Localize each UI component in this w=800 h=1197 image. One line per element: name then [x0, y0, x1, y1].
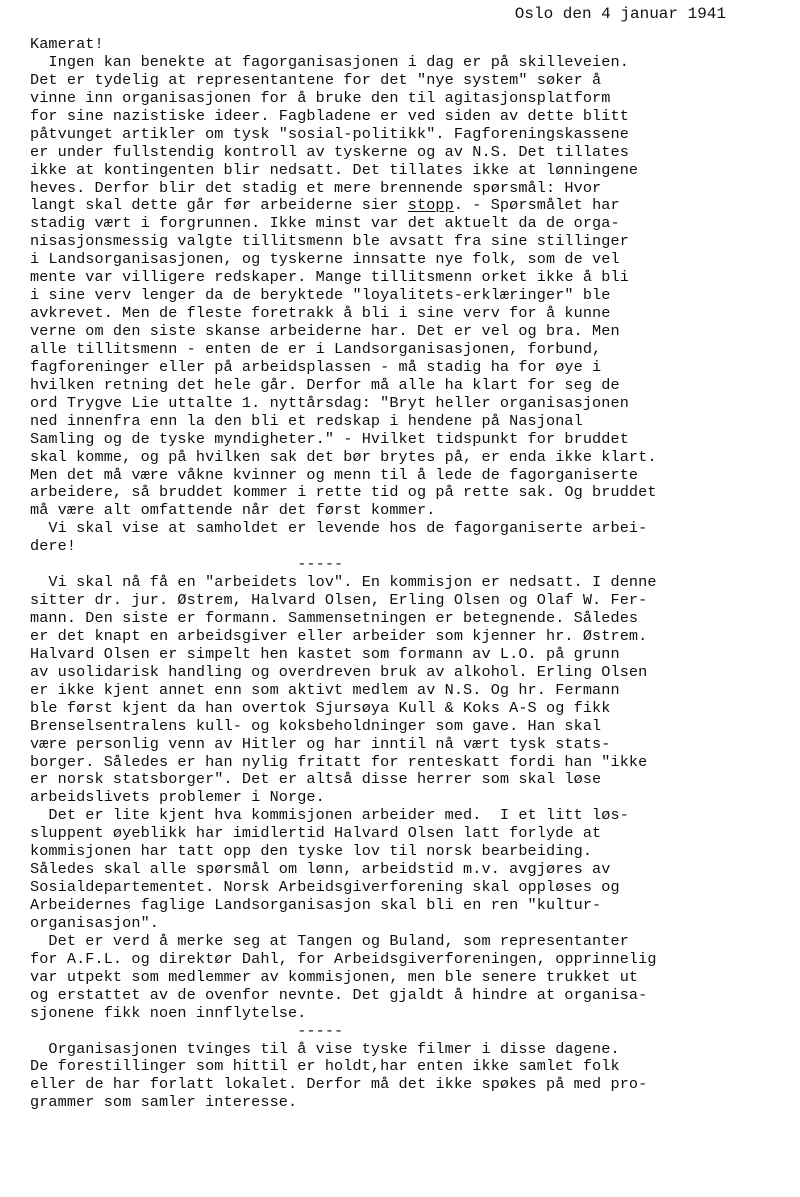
text-line: skal komme, og på hvilken sak det bør brytes på, er enda ikke klart.	[30, 447, 657, 466]
text-line: ble først kjent da han overtok Sjursøya Kull & Koks A-S og fikk	[30, 698, 611, 717]
text-line: ikke at kontingenten blir nedsatt. Det tillates ikke at lønningene	[30, 160, 639, 179]
text-line: heves. Derfor blir det stadig et mere brennende spørsmål: Hvor	[30, 178, 602, 197]
text-line: kommisjonen har tatt opp den tyske lov til norsk bearbeiding.	[30, 842, 593, 861]
section-separator: -----	[30, 555, 344, 574]
text-line: Arbeidernes faglige Landsorganisasjon skal bli en ren "kultur-	[30, 896, 602, 914]
text-line: fagforeninger eller på arbeidsplassen - må stadig ha for øye i	[30, 357, 602, 376]
text-line: Sosialdepartementet. Norsk Arbeidsgiverforening skal oppløses og	[30, 878, 620, 897]
text-line: må være alt omfattende når det først kommer.	[30, 501, 436, 520]
text-line: ned innenfra enn la den bli et redskap i hendene på Nasjonal	[30, 411, 583, 430]
text-line: påtvunget artikler om tysk "sosial-politikk". Fagforeningskassene	[30, 124, 629, 143]
text-line: arbeidslivets problemer i Norge.	[30, 788, 325, 807]
text-line: Samling og de tyske myndigheter." - Hvilket tidspunkt for bruddet	[30, 429, 629, 448]
text-line: Det er verd å merke seg at Tangen og Buland, som representanter	[30, 931, 629, 950]
text-line: i sine verv lenger da de beryktede "loyalitets-erklæringer" ble	[30, 286, 611, 305]
text-line: De forestillinger som hittil er holdt,har enten ikke samlet folk	[30, 1057, 620, 1076]
greeting: Kamerat!	[30, 35, 104, 53]
text-line: sluppent øyeblikk har imidlertid Halvard Olsen latt forlyde at	[30, 824, 602, 843]
text-line: arbeidere, så bruddet kommer i rette tid og på rette sak. Og bruddet	[30, 483, 657, 502]
text-line: mann. Den siste er formann. Sammensetningen er betegnende. Således	[30, 609, 639, 627]
text-line: og erstattet av de ovenfor nevnte. Det gjaldt å hindre at organisa-	[30, 985, 648, 1004]
text-line: for sine nazistiske ideer. Fagbladene er ved siden av dette blitt	[30, 106, 629, 125]
text-line: Det er tydelig at representantene for det "nye system" søker å	[30, 70, 602, 89]
text-line: sjonene fikk noen innflytelse.	[30, 1003, 307, 1022]
text-line: Således skal alle spørsmål om lønn, arbeidstid m.v. avgjøres av	[30, 860, 611, 879]
text-line: grammer som samler interesse.	[30, 1093, 298, 1112]
text-line: av usolidarisk handling og overdreven bruk av alkohol. Erling Olsen	[30, 662, 648, 681]
section-separator: -----	[30, 1021, 344, 1040]
text-line: er det knapt en arbeidsgiver eller arbeider som kjenner hr. Østrem.	[30, 626, 648, 645]
text-line: Ingen kan benekte at fagorganisasjonen i dag er på skilleveien.	[30, 52, 629, 71]
text-line: Vi skal nå få en "arbeidets lov". En kommisjon er nedsatt. I denne	[30, 573, 657, 592]
text-line: er norsk statsborger". Det er altså disse herrer som skal løse	[30, 770, 602, 789]
text-line: vinne inn organisasjonen for å bruke den til agitasjonsplatform	[30, 88, 611, 107]
text-line: eller de har forlatt lokalet. Derfor må det ikke spøkes på med pro-	[30, 1075, 648, 1094]
text-line: nisasjonsmessig valgte tillitsmenn ble avsatt fra sine stillinger	[30, 232, 629, 251]
text-line: langt skal dette går før arbeiderne sier stopp. - Spørsmålet har	[30, 196, 620, 215]
text-line: alle tillitsmenn - enten de er i Landsorganisasjonen, forbund,	[30, 339, 602, 358]
text-line: Vi skal vise at samholdet er levende hos de fagorganiserte arbei-	[30, 519, 648, 538]
text-line: sitter dr. jur. Østrem, Halvard Olsen, Erling Olsen og Olaf W. Fer-	[30, 591, 648, 610]
text-line: mente var villigere redskaper. Mange tillitsmenn orket ikke å bli	[30, 268, 629, 287]
text-line: borger. Således er han nylig fritatt for renteskatt fordi han "ikke	[30, 752, 648, 771]
letter-body	[30, 36, 790, 1112]
text-line: Halvard Olsen er simpelt hen kastet som formann av L.O. på grunn	[30, 644, 620, 663]
text-line: var utpekt som medlemmer av kommisjonen, men ble senere trukket ut	[30, 967, 639, 986]
text-line: er ikke kjent annet enn som aktivt medlem av N.S. Og hr. Fermann	[30, 680, 620, 699]
text-line: avkrevet. Men de fleste foretrakk å bli i sine verv for å kunne	[30, 304, 611, 323]
text-line: stadig vært i forgrunnen. Ikke minst var det aktuelt da de orga-	[30, 214, 620, 233]
text-line: hvilken retning det hele går. Derfor må alle ha klart for seg de	[30, 375, 620, 394]
text-line: ord Trygve Lie uttalte 1. nyttårsdag: "Bryt heller organisasjonen	[30, 393, 629, 412]
text-line: Organisasjonen tvinges til å vise tyske filmer i disse dagene.	[30, 1039, 620, 1058]
text-line: for A.F.L. og direktør Dahl, for Arbeidsgiverforeningen, opprinnelig	[30, 949, 657, 968]
text-line: Men det må være våkne kvinner og menn til å lede de fagorganiserte	[30, 465, 639, 484]
text-line: er under fullstendig kontroll av tyskerne og av N.S. Det tillates	[30, 142, 629, 161]
text-line: verne om den siste skanse arbeiderne har. Det er vel og bra. Men	[30, 322, 620, 340]
text-line: organisasjon".	[30, 913, 159, 932]
text-line: i Landsorganisasjonen, og tyskerne innsatte nye folk, som de vel	[30, 250, 620, 269]
underlined-word: stopp	[407, 196, 454, 215]
letter-date: Oslo den 4 januar 1941	[514, 5, 726, 23]
text-line: Brenselsentralens kull- og koksbeholdninger som gave. Han skal	[30, 716, 602, 735]
text-line: Det er lite kjent hva kommisjonen arbeider med. I et litt løs-	[30, 806, 629, 825]
text-line: dere!	[30, 537, 77, 556]
text-line: være personlig venn av Hitler og har inntil nå vært tysk stats-	[30, 734, 611, 753]
